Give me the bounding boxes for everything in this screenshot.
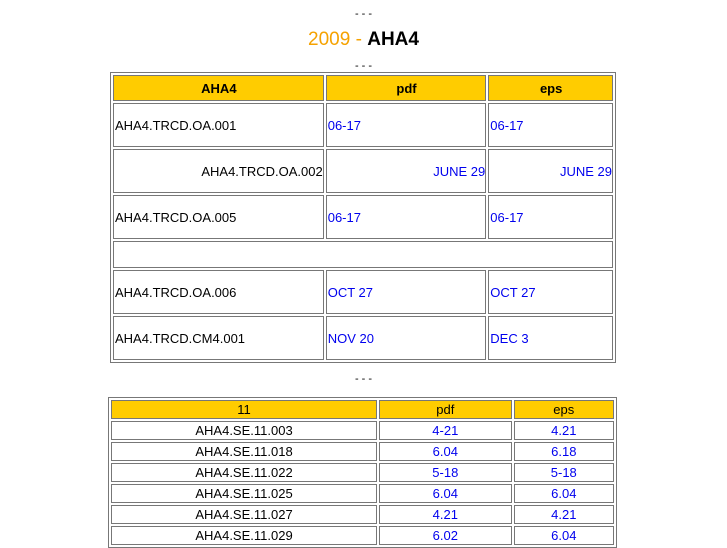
table-row (111, 463, 614, 482)
row-name: AHA4.SE.11.018 (111, 442, 377, 461)
pdf-link[interactable]: 6.04 (432, 444, 458, 459)
title-year: 2009 (308, 29, 351, 50)
title-name: AHA4 (367, 29, 419, 50)
table-row (111, 505, 614, 524)
table-header-row (111, 400, 614, 419)
table-row (111, 526, 614, 545)
row-name: AHA4.SE.11.025 (111, 484, 377, 503)
eps-link[interactable]: 4.21 (551, 423, 577, 438)
eps-link[interactable]: 06-17 (490, 117, 524, 133)
pdf-link[interactable]: 6.04 (432, 486, 458, 501)
table-row (113, 316, 613, 360)
table-row (111, 484, 614, 503)
column-header-pdf: pdf (379, 400, 512, 419)
eps-link[interactable]: 06-17 (490, 209, 524, 225)
se11-table (108, 397, 617, 548)
eps-link[interactable]: 6.04 (551, 528, 577, 543)
column-header-pdf: pdf (326, 75, 487, 101)
title-dash: - (350, 29, 368, 50)
row-name: AHA4.TRCD.OA.005 (113, 195, 324, 239)
pdf-link[interactable]: 06-17 (327, 117, 361, 133)
page-title (0, 28, 727, 52)
table-row (111, 442, 614, 461)
row-name: AHA4.TRCD.CM4.001 (113, 316, 324, 360)
empty-cell (113, 241, 613, 268)
eps-link[interactable]: 4.21 (551, 507, 577, 522)
separator-after-title: - - - (354, 60, 373, 72)
separator-top: - - - (354, 8, 373, 20)
row-name: AHA4.SE.11.003 (111, 421, 377, 440)
row-name: AHA4.TRCD.OA.002 (113, 149, 324, 193)
eps-link[interactable]: 6.18 (551, 444, 577, 459)
pdf-link[interactable]: NOV 20 (327, 330, 374, 346)
row-name: AHA4.TRCD.OA.001 (113, 103, 324, 147)
row-name: AHA4.SE.11.022 (111, 463, 377, 482)
pdf-link[interactable]: OCT 27 (327, 284, 373, 300)
column-header-eps: eps (514, 400, 614, 419)
row-name: AHA4.TRCD.OA.006 (113, 270, 324, 314)
column-header-name: AHA4 (113, 75, 324, 101)
table-row (113, 270, 613, 314)
eps-link[interactable]: 6.04 (551, 486, 577, 501)
pdf-link[interactable]: 06-17 (327, 209, 361, 225)
empty-row (113, 241, 613, 268)
aha4-table (110, 72, 616, 363)
table-row (111, 421, 614, 440)
eps-link[interactable]: JUNE 29 (559, 163, 612, 179)
pdf-link[interactable]: JUNE 29 (433, 163, 486, 179)
table-row (113, 149, 613, 193)
eps-link[interactable]: OCT 27 (490, 284, 536, 300)
pdf-link[interactable]: 4.21 (432, 507, 458, 522)
separator-middle: - - - (354, 373, 373, 385)
pdf-link[interactable]: 5-18 (432, 465, 459, 480)
column-header-eps: eps (488, 75, 613, 101)
eps-link[interactable]: 5-18 (550, 465, 577, 480)
table-row (113, 195, 613, 239)
pdf-link[interactable]: 6.02 (432, 528, 458, 543)
table-header-row (113, 75, 613, 101)
row-name: AHA4.SE.11.027 (111, 505, 377, 524)
table-row (113, 103, 613, 147)
pdf-link[interactable]: 4-21 (432, 423, 459, 438)
row-name: AHA4.SE.11.029 (111, 526, 377, 545)
column-header-name: 11 (111, 400, 377, 419)
eps-link[interactable]: DEC 3 (490, 330, 529, 346)
